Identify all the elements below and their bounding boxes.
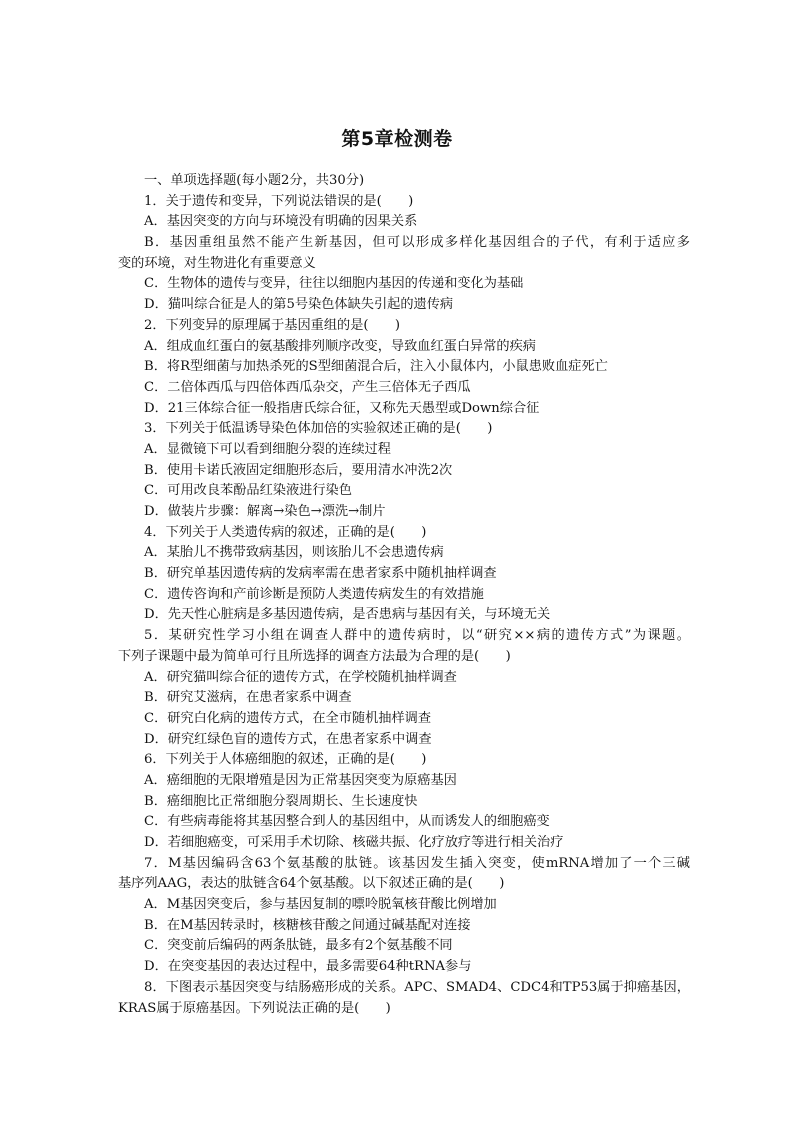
option-b: B．使用卡诺氏液固定细胞形态后，要用清水冲洗2次 [144,462,453,478]
question-8 [118,978,690,1019]
question-body [118,171,690,1019]
question-stem: 4．下列关于人类遗传病的叙述，正确的是( ) [144,524,427,540]
option-c: C．二倍体西瓜与四倍体西瓜杂交，产生三倍体无子西瓜 [144,379,471,395]
option-c: C．突变前后编码的两条肽链，最多有2个氨基酸不同 [144,938,453,954]
option-c: C．有些病毒能将其基因整合到人的基因组中，从而诱发人的细胞癌变 [144,814,550,830]
section-heading: 一、单项选择题(每小题2分，共30分) [144,173,365,188]
option-d: D．研究红绿色盲的遗传方式，在患者家系中调查 [144,731,432,747]
option-c: C．生物体的遗传与变异，往往以细胞内基因的传递和变化为基础 [144,276,524,292]
question-stem-continued: KRAS属于原癌基因。下列说法正确的是( ) [118,1000,391,1016]
question-3 [118,419,690,522]
question-stem-continued: 基序列AAG，表达的肽链含64个氨基酸。以下叙述正确的是( ) [118,876,505,892]
option-c: C．可用改良苯酚品红染液进行染色 [144,483,352,499]
option-b-continued: 变的环境，对生物进化有重要意义 [118,255,316,271]
option-a: A．某胎儿不携带致病基因，则该胎儿不会患遗传病 [144,545,444,561]
question-2 [118,316,690,419]
question-stem: 8．下图表示基因突变与结肠癌形成的关系。APC、SMAD4、CDC4和TP53属于抑癌基因， [144,979,690,995]
option-d: D．先天性心脏病是多基因遗传病，是否患病与基因有关，与环境无关 [144,607,551,623]
page-title: 第5章检测卷 [341,128,453,150]
option-d: D．若细胞癌变，可采用手术切除、核磁共振、化疗放疗等进行相关治疗 [144,835,564,850]
option-d: D．21三体综合征一般指唐氏综合征，又称先天愚型或Down综合征 [144,400,540,416]
option-a: A．显微镜下可以看到细胞分裂的连续过程 [144,441,391,457]
question-stem: 7．M基因编码含63个氨基酸的肽链。该基因发生插入突变，使mRNA增加了一个三碱 [144,855,690,871]
option-c: C．研究白化病的遗传方式，在全市随机抽样调查 [144,710,432,726]
question-4 [118,523,690,626]
option-d: D．猫叫综合征是人的第5号染色体缺失引起的遗传病 [144,297,454,313]
question-stem: 6．下列关于人体癌细胞的叙述，正确的是( ) [144,752,427,768]
question-1 [118,192,690,316]
question-stem-continued: 下列子课题中最为简单可行且所选择的调查方法最为合理的是( ) [118,648,511,664]
option-b: B．癌细胞比正常细胞分裂周期长、生长速度快 [144,793,418,809]
question-5 [118,626,690,750]
question-6 [118,750,690,853]
option-a: A．研究猫叫综合征的遗传方式，在学校随机抽样调查 [144,669,457,685]
option-d: D．在突变基因的表达过程中，最多需要64种tRNA参与 [144,959,472,975]
option-b: B．将R型细菌与加热杀死的S型细菌混合后，注入小鼠体内，小鼠患败血症死亡 [144,359,608,375]
option-a: A．M基因突变后，参与基因复制的嘌呤脱氧核苷酸比例增加 [144,897,497,913]
question-stem: 1．关于遗传和变异，下列说法错误的是( ) [144,193,414,209]
question-stem: 2．下列变异的原理属于基因重组的是( ) [144,317,401,333]
option-b: B．在M基因转录时，核糖核苷酸之间通过碱基配对连接 [144,917,471,933]
option-a: A．基因突变的方向与环境没有明确的因果关系 [144,214,418,230]
question-7 [118,854,690,978]
option-d: D．做装片步骤：解离→染色→漂洗→制片 [144,504,386,519]
option-b: B．研究单基因遗传病的发病率需在患者家系中随机抽样调查 [144,566,497,582]
option-b: B．研究艾滋病，在患者家系中调查 [144,690,352,706]
option-a: A．癌细胞的无限增殖是因为正常基因突变为原癌基因 [144,772,457,788]
option-a: A．组成血红蛋白的氨基酸排列顺序改变，导致血红蛋白异常的疾病 [144,338,536,354]
question-stem: 3．下列关于低温诱导染色体加倍的实验叙述正确的是( ) [144,421,493,437]
option-c: C．遗传咨询和产前诊断是预防人类遗传病发生的有效措施 [144,586,484,602]
question-stem: 5．某研究性学习小组在调查人群中的遗传病时，以“研究××病的遗传方式”为课题。 [144,628,690,644]
option-b: B．基因重组虽然不能产生新基因，但可以形成多样化基因组合的子代，有利于适应多 [144,235,690,251]
